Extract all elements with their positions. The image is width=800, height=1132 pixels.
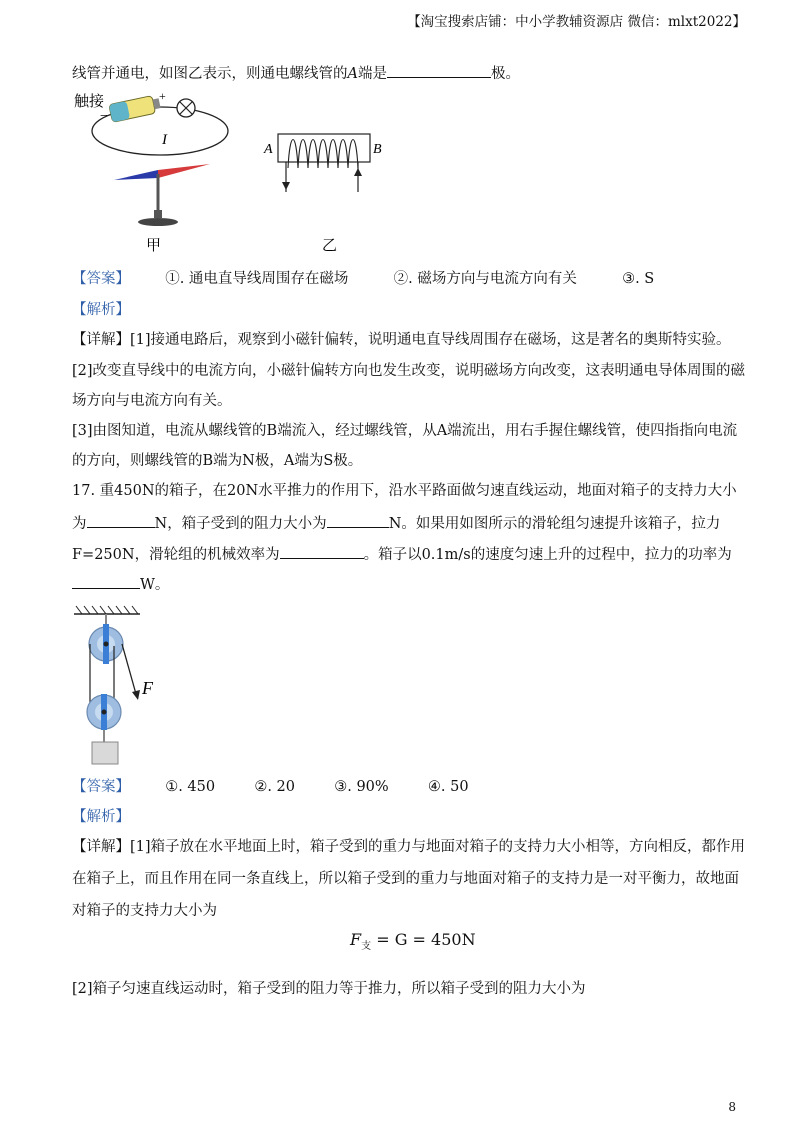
q17-answer-2: ②. 20 — [254, 779, 296, 795]
q17-answer-4: ④. 50 — [427, 779, 469, 795]
fig-jia-plus: + — [159, 89, 166, 103]
q16-stem-tail — [72, 64, 520, 82]
q16-detail-4: [3]由图知道，电流从螺线管的B端流入，经过螺线管，从A端流出，用右手握住螺线管，使四指指向电流 — [72, 423, 738, 439]
q17-line-4 — [72, 575, 169, 593]
q17-blank-2 — [327, 514, 389, 528]
formula-sub: 支 — [361, 941, 372, 953]
formula-rest: = G = 450N — [371, 930, 476, 949]
fig-jia-touch-label: 触接 — [74, 94, 105, 110]
q16-answer-blank — [387, 64, 491, 78]
battery-icon — [109, 94, 162, 122]
fig-jia-caption: 甲 — [146, 238, 162, 254]
q17-line-2 — [72, 514, 720, 532]
box — [92, 742, 118, 764]
pull-force-label: F — [142, 678, 153, 698]
q17-answer-row — [72, 780, 469, 795]
figure-jia — [70, 86, 240, 256]
fig-yi-a-label: A — [264, 142, 273, 157]
q17-blank-4 — [72, 575, 140, 589]
fixed-pulley-icon — [89, 624, 123, 664]
q17-line2-b: N，箱子受到的阻力大小为 — [154, 516, 327, 532]
q17-answer-1: ①. 450 — [165, 779, 216, 795]
q16-detail-2: [2]改变直导线中的电流方向，小磁针偏转方向也发生改变，说明磁场方向改变，这表明通电导体周围的磁 — [72, 363, 746, 379]
solenoid-coil — [288, 140, 358, 169]
q16-answer-row — [72, 272, 654, 287]
up-arrow-icon — [354, 168, 362, 176]
figure-yi — [260, 120, 390, 258]
ceiling-hatch — [76, 606, 138, 614]
q17-line3-a: F=250N，滑轮组的机械效率为 — [72, 547, 280, 563]
formula-f: F — [350, 930, 362, 949]
q17-analysis-label: 【解析】 — [72, 809, 130, 825]
lamp-icon — [177, 99, 195, 117]
q17-line4-b: W。 — [140, 577, 170, 593]
compass-needle-icon — [114, 164, 210, 226]
pull-arrow-icon — [132, 690, 140, 700]
q16-detail-5: 的方向，则螺线管的B端为N极，A端为S极。 — [72, 453, 363, 469]
q17-line-1: 17. 重450N的箱子，在20N水平推力的作用下，沿水平路面做匀速直线运动，地面对箱子的支持力大小 — [72, 483, 737, 499]
q16-answer-1: ①. 通电直导线周围存在磁场 — [165, 271, 349, 287]
fig-jia-current-label: I — [162, 132, 167, 148]
q16-analysis-label: 【解析】 — [72, 302, 130, 318]
fig-jia-minus: − — [100, 109, 108, 124]
q17-detail-3: 对箱子的支持力大小为 — [72, 903, 217, 919]
q17-blank-1 — [87, 514, 155, 528]
q16-answer-label: 【答案】 — [72, 271, 130, 287]
q16-stem-a: A — [347, 66, 358, 82]
down-arrow-icon — [282, 182, 290, 190]
fig-yi-b-label: B — [373, 142, 382, 157]
header-note: 【淘宝搜索店铺：中小学教辅资源店 微信：mlxt2022】 — [407, 14, 746, 30]
q17-detail-4: [2]箱子匀速直线运动时，箱子受到的阻力等于推力，所以箱子受到的阻力大小为 — [72, 981, 586, 997]
page-number: 8 — [728, 1100, 736, 1114]
q16-stem-after: 极。 — [490, 66, 520, 82]
q17-detail-1: 【详解】[1]箱子放在水平地面上时，箱子受到的重力与地面对箱子的支持力大小相等，方向相反，都作用 — [72, 839, 746, 855]
q17-line-3 — [72, 545, 732, 563]
q17-formula — [350, 930, 476, 952]
figure-pulley — [70, 600, 170, 768]
fig-yi-caption: 乙 — [322, 238, 338, 254]
q16-detail-1: 【详解】[1]接通电路后，观察到小磁针偏转，说明通电直导线周围存在磁场，这是著名的奥斯特实验。 — [72, 332, 731, 348]
q17-line3-b: 。箱子以0.1m/s的速度匀速上升的过程中，拉力的功率为 — [363, 547, 732, 563]
q17-detail-2: 在箱子上，而且作用在同一条直线上，所以箱子受到的重力与地面对箱子的支持力是一对平衡力，故地面 — [72, 871, 739, 887]
q17-line2-c: N。如果用如图所示的滑轮组匀速提升该箱子，拉力 — [388, 516, 721, 532]
rope-pull — [122, 644, 136, 694]
q16-stem-mid: 端是 — [357, 66, 387, 82]
q16-detail-3: 场方向与电流方向有关。 — [72, 393, 232, 409]
q17-answer-label: 【答案】 — [72, 779, 130, 795]
q16-answer-2: ②. 磁场方向与电流方向有关 — [393, 271, 577, 287]
q17-line2-a: 为 — [72, 516, 87, 532]
q16-stem-before: 线管并通电，如图乙表示，则通电螺线管的 — [72, 66, 348, 82]
movable-pulley-icon — [87, 694, 121, 730]
q17-answer-3: ③. 90% — [334, 779, 389, 795]
q17-blank-3 — [280, 545, 364, 559]
q16-answer-3: ③. S — [622, 271, 655, 287]
